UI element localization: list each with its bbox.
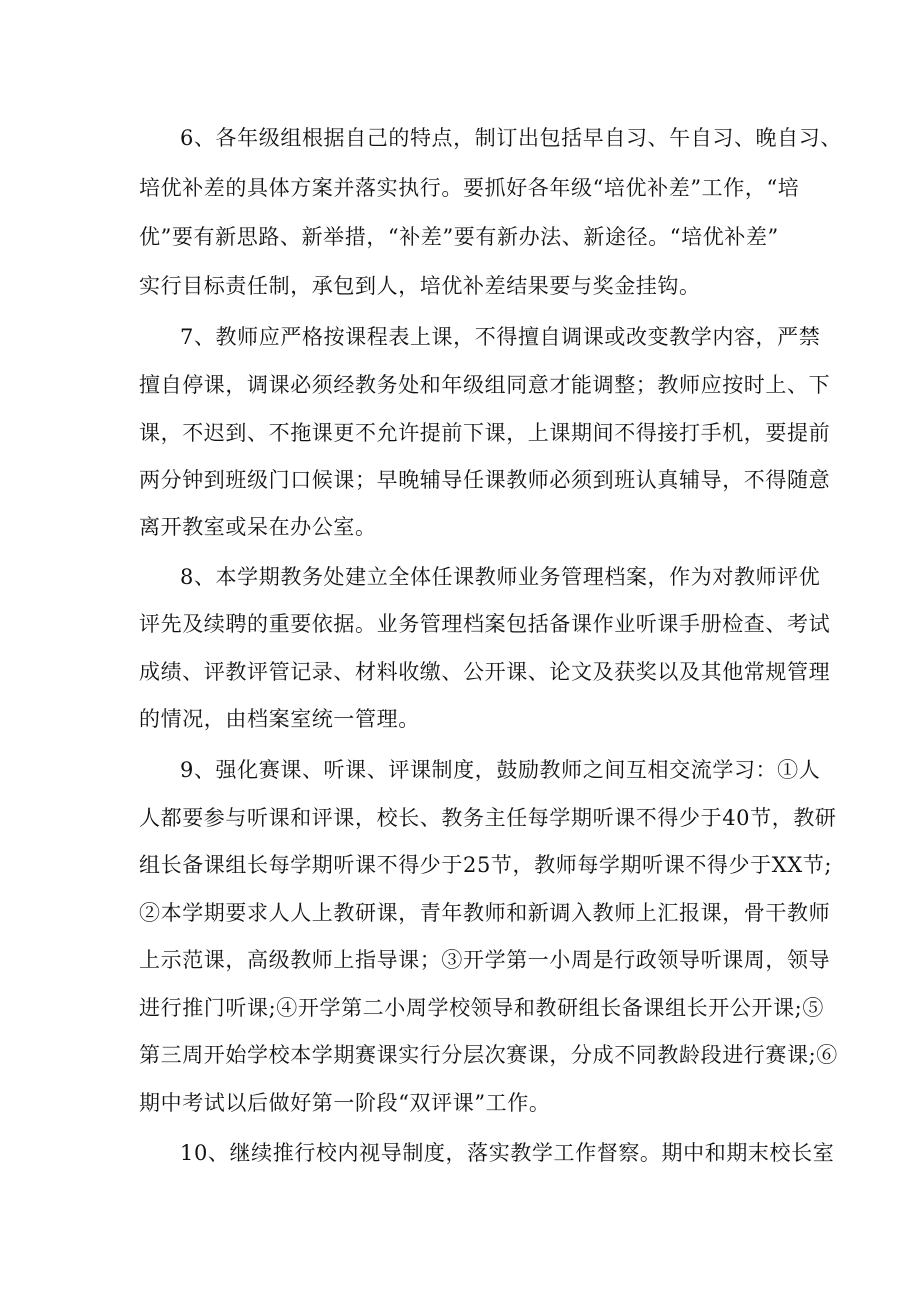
paragraph-7-line-4: 两分钟到班级门口候课；早晚辅导任课教师必须到班认真辅导，不得随意: [139, 468, 831, 492]
paragraph-8-line-1: 8、本学期教务处建立全体任课教师业务管理档案，作为对教师评优: [180, 565, 821, 589]
paragraph-9-line-5: 上示范课，高级教师上指导课；③开学第一小周是行政领导听课周，领导: [139, 948, 831, 972]
paragraph-6-line-1: 6、各年级组根据自己的特点，制订出包括早自习、午自习、晚自习、: [180, 126, 842, 150]
paragraph-10-line-1: 10、继续推行校内视导制度，落实教学工作督察。期中和期末校长室: [180, 1141, 835, 1165]
paragraph-9-line-7: 第三周开始学校本学期赛课实行分层次赛课，分成不同教龄段进行赛课;⑥: [139, 1043, 838, 1067]
paragraph-9-line-4: ②本学期要求人人上教研课，青年教师和新调入教师上汇报课，骨干教师: [139, 901, 831, 925]
paragraph-7-line-5: 离开教室或呆在办公室。: [139, 515, 377, 539]
paragraph-9-line-1: 9、强化赛课、听课、评课制度，鼓励教师之间互相交流学习：①人: [180, 758, 821, 782]
paragraph-9-line-2: 人都要参与听课和评课，校长、教务主任每学期听课不得少于40节，教研: [139, 806, 837, 830]
paragraph-9-line-3: 组长备课组长每学期听课不得少于25节，教师每学期听课不得少于XX节;: [139, 853, 833, 877]
paragraph-9-line-8: 期中考试以后做好第一阶段“双评课”工作。: [139, 1091, 551, 1115]
paragraph-8-line-3: 成绩、评教评管记录、材料收缴、公开课、论文及获奖以及其他常规管理: [139, 660, 831, 684]
paragraph-6-line-2: 培优补差的具体方案并落实执行。要抓好各年级“培优补差”工作，“培: [139, 176, 800, 200]
paragraph-9-line-6: 进行推门听课;④开学第二小周学校领导和教研组长备课组长开公开课;⑤: [139, 996, 824, 1020]
paragraph-7-line-3: 课，不迟到、不拖课更不允许提前下课，上课期间不得接打手机，要提前: [139, 421, 831, 445]
paragraph-7-line-2: 擅自停课，调课必须经教务处和年级组同意才能调整；教师应按时上、下: [139, 373, 831, 397]
paragraph-8-line-2: 评先及续聘的重要依据。业务管理档案包括备课作业听课手册检查、考试: [139, 612, 831, 636]
paragraph-6-line-4: 实行目标责任制，承包到人，培优补差结果要与奖金挂钩。: [139, 274, 701, 298]
paragraph-6-line-3: 优”要有新思路、新举措，“补差”要有新办法、新途径。“培优补差”: [139, 225, 779, 249]
paragraph-8-line-4: 的情况，由档案室统一管理。: [139, 707, 420, 731]
paragraph-7-line-1: 7、教师应严格按课程表上课，不得擅自调课或改变教学内容，严禁: [180, 325, 821, 349]
